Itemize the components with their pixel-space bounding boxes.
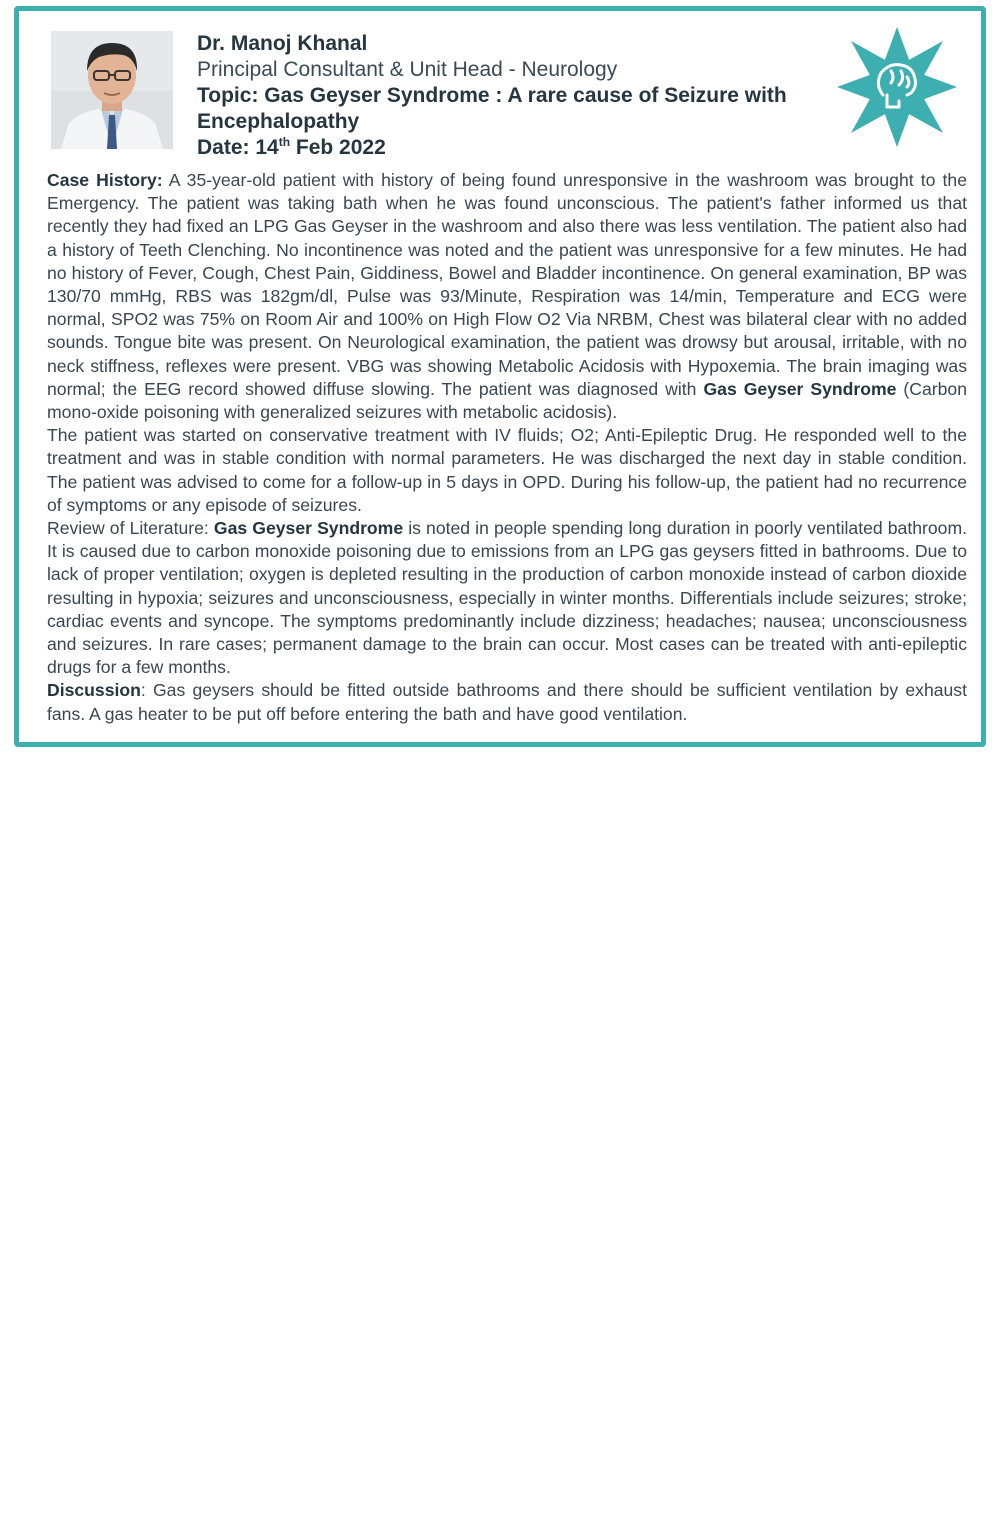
case-history-label: Case History: — [47, 170, 163, 190]
case-history-text-1: A 35-year-old patient with history of being found unresponsive in the washroom was brought to the Emergency. The patient was taking bath when he was found unconscious. The patient's father informed us that recently they had fixed an LPG Gas Geyser in the washroom and also there was less ventilation. The patient also had a history of Teeth Clenching. No incontinence was noted and the patient was unresponsive for a few minutes. He had no history of Fever, Cough, Chest Pain, Giddiness, Bowel and Bladder incontinence. On general examination, BP was 130/70 mmHg, RBS was 182gm/dl, Pulse was 93/Minute, Respiration was 14/min, Temperature and ECG were normal, SPO2 was 75% on Room Air and 100% on High Flow O2 Via NRBM, Chest was bilateral clear with no added sounds. Tongue bite was present. On Neurological examination, the patient was drowsy but arousal, irritable, with no neck stiffness, reflexes were present. VBG was showing Metabolic Acidosis with Hypoxemia. The brain imaging was normal; the EEG record showed diffuse slowing. The patient was diagnosed with — [47, 170, 967, 399]
date-suffix: Feb 2022 — [290, 136, 386, 159]
case-report-card — [14, 6, 986, 747]
case-history-paragraph — [47, 169, 967, 424]
literature-text: is noted in people spending long duration in poorly ventilated bathroom. It is caused due to carbon monoxide poisoning due to emissions from an LPG gas geysers fitted in bathrooms. Due to lack of proper ventilation; oxygen is depleted resulting in the production of carbon monoxide instead of carbon dioxide resulting in hypoxia; seizures and unconsciousness, especially in winter months. Differentials include seizures; stroke; cardiac events and syncope. The symptoms predominantly include dizziness; headaches; nausea; unconsciousness and seizures. In rare cases; permanent damage to the brain can occur. Most cases can be treated with anti-epileptic drugs for a few months. — [47, 518, 967, 678]
doctor-name: Dr. Manoj Khanal — [197, 32, 368, 55]
case-body — [47, 169, 967, 726]
treatment-paragraph: The patient was started on conservative treatment with IV fluids; O2; Anti-Epileptic Drug. He responded well to the treatment and was in stable condition with normal parameters. He was discharged the next day in stable condition. The patient was advised to come for a follow-up in 5 days in OPD. During his follow-up, the patient had no recurrence of symptoms or any episode of seizures. — [47, 425, 967, 515]
case-history-text-2: (Carbon mono-oxide poisoning with generalized seizures with metabolic acidosis). — [47, 378, 967, 423]
discussion-text: : Gas geysers should be fitted outside bathrooms and there should be sufficient ventilation by exhaust fans. A gas heater to be put off before entering the bath and have good ventilation. — [47, 680, 967, 724]
doctor-photo — [51, 31, 173, 149]
diagnosis-term: Gas Geyser Syndrome — [703, 378, 897, 399]
date-ordinal: th — [278, 135, 291, 149]
date-prefix: Date: 14 — [197, 136, 279, 159]
discussion-label: Discussion — [47, 680, 141, 701]
event-date — [197, 135, 817, 161]
doctor-title: Principal Consultant & Unit Head - Neurology — [197, 58, 618, 81]
brain-star-logo-icon — [835, 25, 959, 149]
discussion-paragraph — [47, 679, 967, 725]
header — [197, 31, 817, 161]
literature-label: Review of Literature: — [47, 518, 214, 539]
doctor-portrait-icon — [51, 31, 173, 149]
topic-title: Topic: Gas Geyser Syndrome : A rare cause of Seizure with Encephalopathy — [197, 84, 787, 133]
literature-term: Gas Geyser Syndrome — [213, 518, 404, 539]
literature-paragraph — [47, 517, 967, 679]
